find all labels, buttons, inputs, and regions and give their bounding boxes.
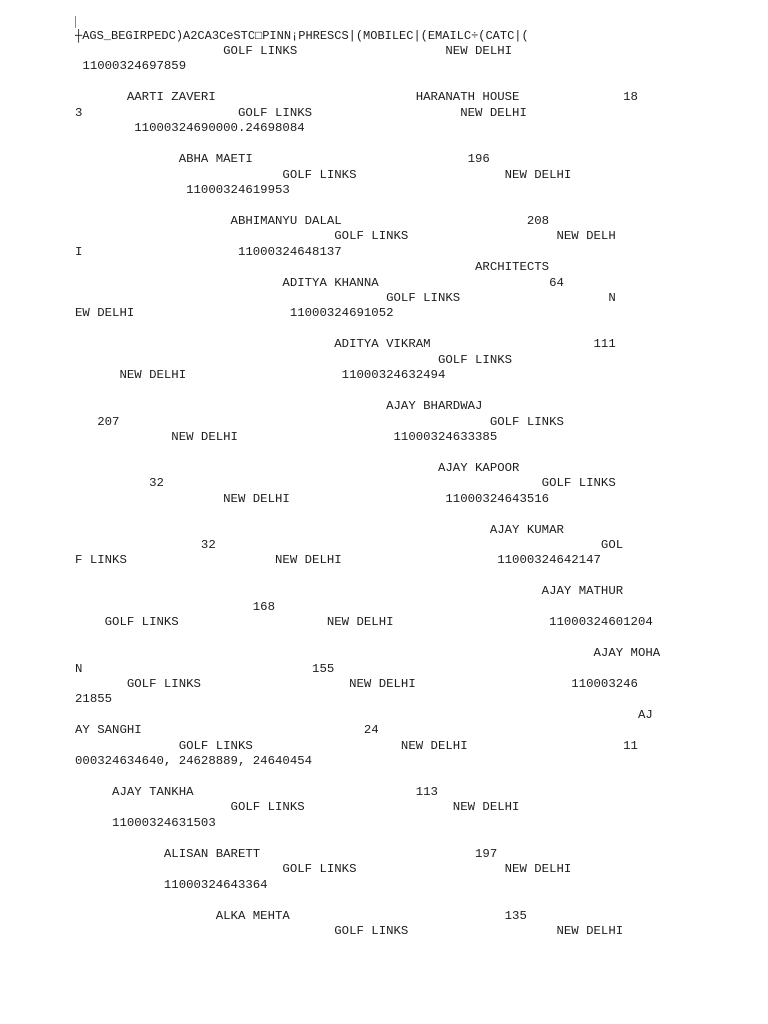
- dump-line: ALISAN BARETT 197: [75, 846, 498, 861]
- dump-line: 3 GOLF LINKS NEW DELHI: [75, 105, 527, 120]
- dump-line: [75, 507, 675, 522]
- dump-line: EW DELHI 11000324691052: [75, 306, 394, 321]
- dump-line: 11000324697859: [75, 59, 187, 74]
- dump-line: ARCHITECTS: [75, 260, 550, 275]
- dump-line: GOLF LINKS NEW DELHI 11: [75, 738, 638, 753]
- dump-line: GOLF LINKS NEW DELHI: [75, 862, 572, 877]
- dump-line: AJAY MOHA: [75, 646, 661, 661]
- dump-line: GOLF LINKS NEW DELHI 11000324601204: [75, 615, 653, 630]
- dump-line: AJAY MATHUR: [75, 584, 624, 599]
- dump-line: 32 GOLF LINKS: [75, 476, 616, 491]
- dump-line: [75, 137, 675, 152]
- dump-line: GOLF LINKS NEW DELHI: [75, 167, 572, 182]
- dump-line: [75, 893, 675, 908]
- dump-line: 11000324619953: [75, 182, 290, 197]
- dump-line: GOLF LINKS N: [75, 291, 616, 305]
- dump-line: NEW DELHI 11000324632494: [75, 368, 446, 383]
- dump-line: [75, 569, 675, 584]
- dump-line: [75, 322, 675, 337]
- dump-line: AJ: [75, 707, 653, 722]
- dump-line: [75, 631, 675, 646]
- dump-line: F LINKS NEW DELHI 11000324642147: [75, 553, 601, 568]
- dump-line: GOLF LINKS NEW DELHI 110003246: [75, 676, 638, 691]
- dump-line: 11000324643364: [75, 877, 268, 892]
- dump-line: 000324634640, 24628889, 24640454: [75, 754, 313, 769]
- dump-line: NEW DELHI 11000324633385: [75, 429, 498, 444]
- dump-line: NEW DELHI 11000324643516: [75, 491, 550, 506]
- golf-links-directory-dump: [75, 44, 675, 939]
- dump-line: ABHA MAETI 196: [75, 152, 490, 167]
- dump-line: [75, 831, 675, 846]
- dump-line: 32 GOL: [75, 538, 624, 552]
- dump-line: 11000324631503: [75, 815, 216, 830]
- dump-line: AJAY TANKHA 113: [75, 785, 438, 799]
- dump-line: 21855: [75, 692, 113, 707]
- dump-line: ADITYA KHANNA 64: [75, 275, 564, 290]
- dump-line: AARTI ZAVERI HARANATH HOUSE 18: [75, 90, 638, 105]
- dump-line: GOLF LINKS NEW DELHI: [75, 923, 624, 938]
- dump-line: [75, 384, 675, 399]
- text-cursor-mark: [75, 16, 76, 28]
- dump-line: GOLF LINKS NEW DELH: [75, 229, 616, 244]
- dump-line: 207 GOLF LINKS: [75, 414, 564, 429]
- dump-line: I 11000324648137: [75, 244, 342, 259]
- dump-line: ABHIMANYU DALAL 208: [75, 213, 550, 228]
- dump-line: AJAY BHARDWAJ: [75, 399, 483, 414]
- dump-line: [75, 770, 675, 785]
- dump-line: [75, 445, 675, 460]
- dump-line: AY SANGHI 24: [75, 723, 379, 738]
- dump-line: GOLF LINKS: [75, 352, 513, 367]
- dump-line: [75, 198, 675, 213]
- dump-line: [75, 75, 675, 90]
- dump-line: AJAY KUMAR: [75, 522, 564, 537]
- dump-line: GOLF LINKS NEW DELHI: [75, 44, 513, 58]
- dump-line: N 155: [75, 661, 335, 676]
- dump-line: ADITYA VIKRAM 111: [75, 337, 616, 352]
- garbled-header-line: ┼AGS_BEGIRPEDC)A2CA3CeSTC□PINN¡PHRESCS|(MOBILEC|(EMAILC÷(CATC|(: [75, 29, 529, 43]
- dump-line: 11000324690000.24698084: [75, 121, 305, 136]
- dump-line: 168: [75, 599, 276, 614]
- dump-line: GOLF LINKS NEW DELHI: [75, 800, 520, 815]
- dump-line: AJAY KAPOOR: [75, 460, 520, 475]
- dump-line: ALKA MEHTA 135: [75, 908, 527, 923]
